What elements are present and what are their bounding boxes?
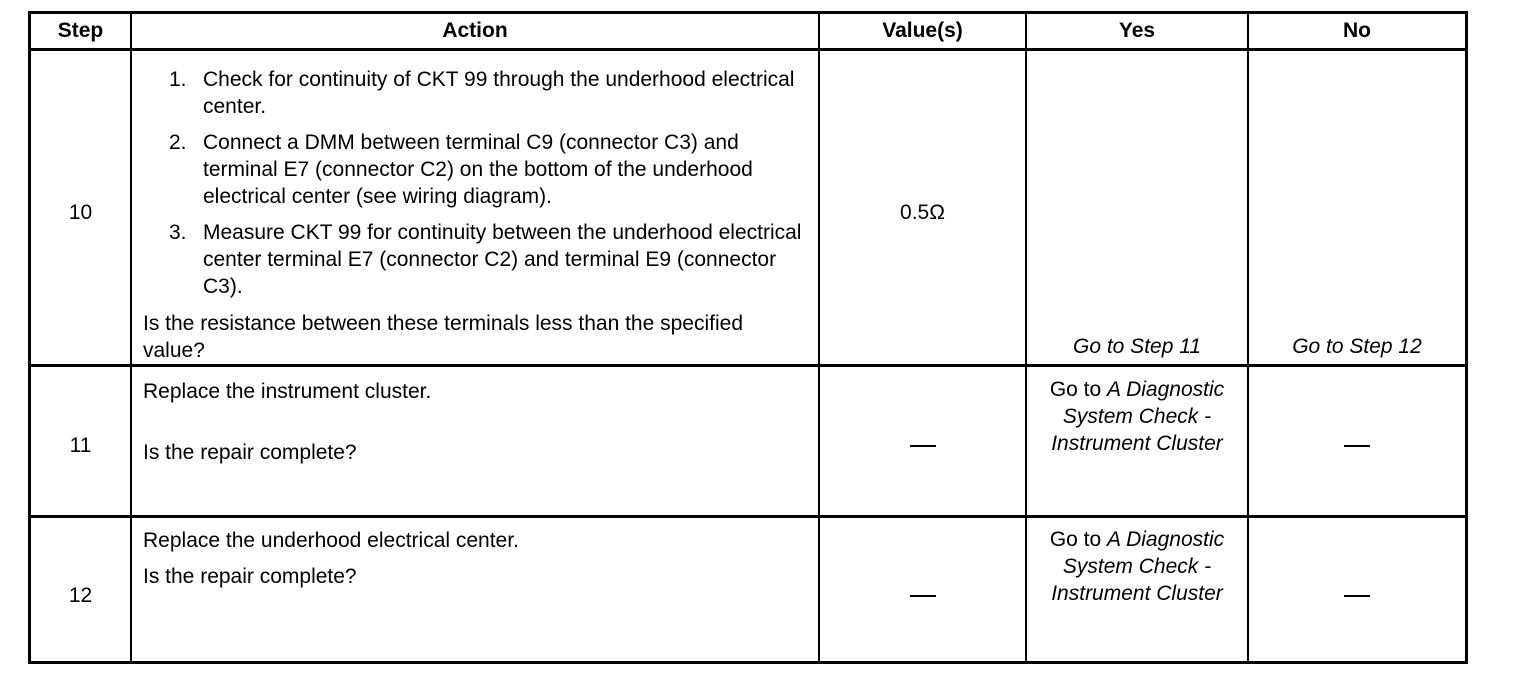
- value-10: 0.5Ω: [900, 201, 945, 224]
- dash-mark: [910, 445, 936, 447]
- row-divider: [31, 364, 1465, 367]
- row-divider: [31, 515, 1465, 518]
- action-step-item: 3. Measure CKT 99 for continuity between the underhood electrical center terminal E7 (connector C2) and terminal E9 (connector C3).: [169, 221, 802, 298]
- action-question-11: Is the repair complete?: [143, 441, 357, 464]
- header-values: Value(s): [882, 19, 963, 42]
- action-line-11: Replace the instrument cluster.: [143, 380, 432, 403]
- dash-mark: [1344, 445, 1370, 447]
- action-step-item: 1. Check for continuity of CKT 99 through the underhood electrical center.: [169, 68, 795, 118]
- step-number-12: 12: [68, 584, 93, 607]
- yes-link-diagnostic-check[interactable]: Go to A Diagnostic System Check - Instrument Cluster: [1049, 528, 1225, 605]
- header-step: Step: [57, 19, 104, 42]
- header-no: No: [1343, 19, 1371, 42]
- no-value-11: [1249, 432, 1465, 459]
- dash-mark: [910, 595, 936, 597]
- action-step-item: 2. Connect a DMM between terminal C9 (connector C3) and terminal E7 (connector C2) on the bottom of the underhood electrical center (see wiring diagram).: [169, 131, 753, 208]
- header-action: Action: [442, 19, 508, 42]
- column-divider: [130, 14, 132, 661]
- value-12: [820, 582, 1025, 609]
- step-number-11: 11: [69, 434, 92, 457]
- diagnostic-table: [28, 11, 1468, 664]
- dash-mark: [1344, 595, 1370, 597]
- header-yes: Yes: [1118, 19, 1156, 42]
- column-divider: [818, 14, 820, 661]
- action-line-12: Replace the underhood electrical center.: [143, 529, 519, 552]
- row-divider: [31, 48, 1465, 51]
- action-question-12: Is the repair complete?: [143, 565, 357, 588]
- no-link-step-12[interactable]: Go to Step 12: [1292, 335, 1422, 358]
- action-steps-list: [161, 66, 811, 300]
- yes-link-diagnostic-check[interactable]: Go to A Diagnostic System Check - Instrument Cluster: [1049, 378, 1225, 455]
- no-value-12: [1249, 582, 1465, 609]
- yes-link-step-11[interactable]: Go to Step 11: [1072, 335, 1202, 358]
- action-question-10: Is the resistance between these terminals less than the specified value?: [143, 312, 743, 362]
- value-11: [820, 432, 1025, 459]
- action-cell-10: [161, 66, 811, 309]
- step-number-10: 10: [68, 201, 93, 224]
